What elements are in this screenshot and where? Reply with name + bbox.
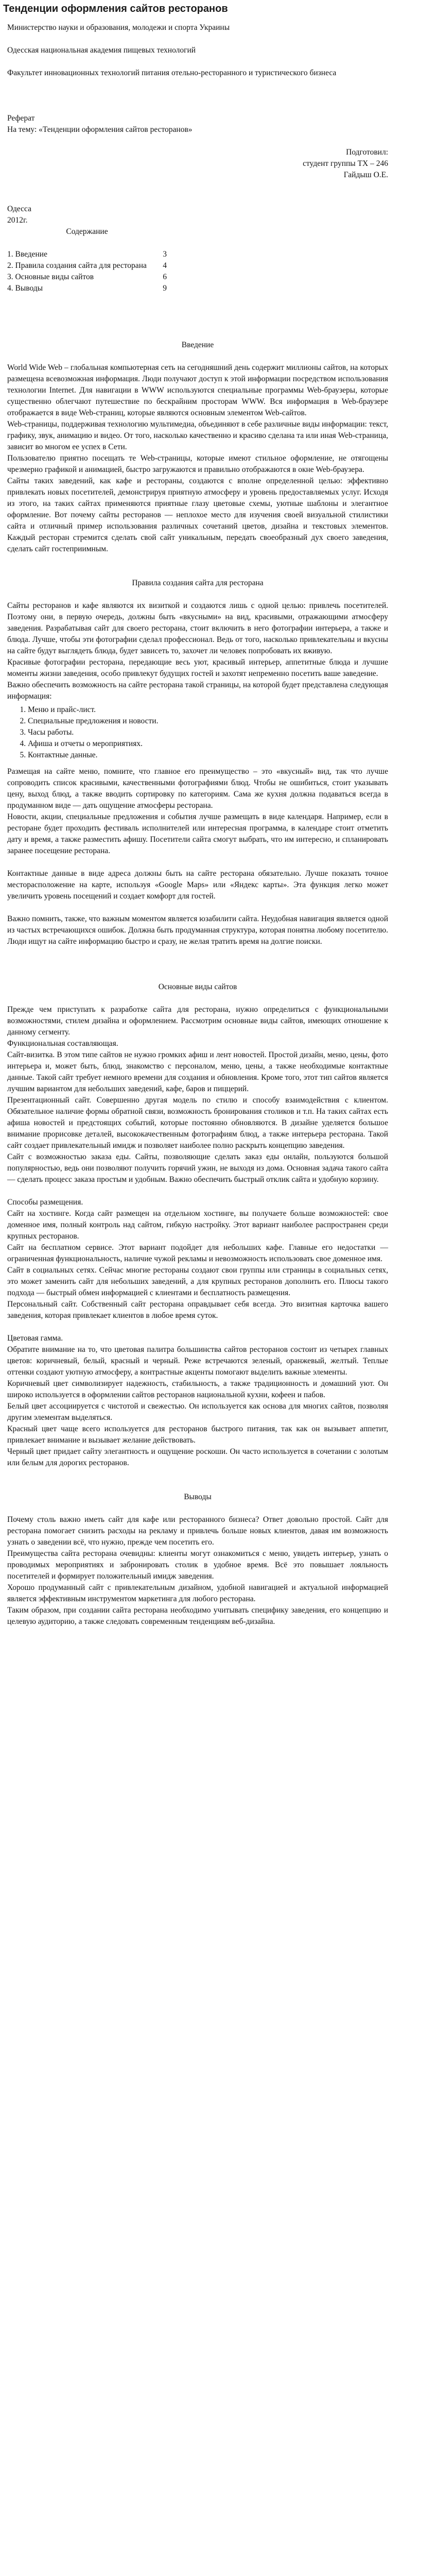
page-title: Тенденции оформления сайтов ресторанов [3,3,228,14]
prepared-label: Подготовил: [346,148,388,157]
info-list [7,704,388,761]
types-paragraph: Сайт в социальных сетях. Сейчас многие рестораны создают свои группы или страницы в социальных сетях, это может заменить сайт для небольших заведений, а для крупных ресторанов дополнить его. Плюсы такого подхода — быстрый обмен информацией с клиентами и бесплатность размещения. [7,1266,388,1297]
intro-heading: Введение [181,341,214,349]
conclusions-heading: Выводы [184,1493,212,1501]
types-paragraph: Сайт-визитка. В этом типе сайтов не нужно громких афиш и лент новостей. Простой дизайн, меню, цены, фото интерьера и, может быть, блюд, знакомство с персоналом, меню, цены, а также необходимые контактные данные. Такой сайт требует немного времени для создания и обновления. Кроме того, этот тип сайтов является лучшим вариантом для небольших заведений, кафе, баров и пиццерий. [7,1050,388,1093]
toc-item-page: 6 [163,273,167,281]
types-subheading: Функциональная составляющая. [7,1039,118,1048]
list-item: 4. Афиша и отчеты о мероприятиях. [28,738,388,750]
toc-item-label: 2. Правила создания сайта для ресторана [7,261,147,270]
rules-paragraph: Сайты ресторанов и кафе являются их визиткой и создаются лишь с одной целью: привлечь посетителей. Поэтому они, в первую очередь, должны быть «вкусными» на вид, красивыми, отражающими атмосферу заведения. Разрабатывая сайт для своего ресторана, стоит включить в него фотографии интерьера, а также и блюда. Лучше, чтобы эти фотографии сделал профессионал. Ведь от того, насколько привлекательны и вкусны на сайте будут выглядеть блюда, будет зависеть то, захочет ли человек попробовать их вживую. [7,601,388,655]
intro-paragraph: Web-страницы, поддерживая технологию мультимедиа, объединяют в себе различные виды информации: текст, графику, звук, анимацию и видео. От того, насколько качественно и красиво сделана та или иная Web-страница, зависит во многом ее успех в Сети. [7,420,388,451]
work-type: Реферат [7,114,35,123]
types-paragraph: Персональный сайт. Собственный сайт ресторана оправдывает себя всегда. Это визитная карточка вашего заведения, которая привлекает клиентов в любое время суток. [7,1300,388,1320]
list-item: 5. Контактные данные. [28,750,388,761]
table-of-contents [7,226,167,294]
types-heading: Основные виды сайтов [158,982,237,991]
intro-paragraph: Сайты таких заведений, как кафе и рестораны, создаются с вполне определенной целью: эффективно привлекать новых посетителей, демонстрируя приятную атмосферу и уровень предоставляемых услуг. Исходя из этого, на таких сайтах применяются приятные глазу цветовые схемы, уютные шаблоны и элегантное оформление. Вот почему сайты ресторанов — неплохое место для изучения своей визуальной стилистики сайта и отличный пример использования различных сочетаний цветов, дизайна и текстовых элементов. Каждый ресторан стремится сделать свой сайт уникальным, передать своеобразный дух своего заведения, сделать сайт гостеприимным. [7,477,388,553]
toc-item [7,283,167,294]
intro-paragraph: Пользователю приятно посещать те Web-страницы, которые имеют стильное оформление, не отягощены чрезмерно графикой и анимацией, быстро загружаются и правильно отображаются в окне Web-браузера. [7,454,388,474]
rules-paragraph: Красивые фотографии ресторана, передающие весь уют, красивый интерьер, аппетитные блюда и лучшие моменты жизни заведения, особо привлекут будущих гостей и захотят непременно посетить ваше заведение. [7,658,388,678]
toc-item-label: 4. Выводы [7,284,43,293]
toc-item-page: 4 [163,261,167,270]
types-paragraph: Черный цвет придает сайту элегантность и ощущение роскоши. Он часто используется в сочетании с золотым или белым для дорогих ресторанов. [7,1447,388,1467]
ministry-line: Министерство науки и образования, молодежи и спорта Украины [7,23,230,32]
conclusions-paragraph: Таким образом, при создании сайта ресторана необходимо учитывать специфику заведения, его концепцию и целевую аудиторию, а также следовать современным тенденциям веб-дизайна. [7,1606,388,1626]
author-name: Гайдыш О.Е. [343,171,388,179]
list-item: 3. Часы работы. [28,727,388,738]
list-item: 1. Меню и прайс-лист. [28,704,388,716]
city-line: Одесса [7,205,31,213]
rules-paragraph: Размещая на сайте меню, помните, что главное его преимущество – это «вкусный» вид, так что лучше сопроводить список красивыми, качественными фотографиями блюд. Чтобы не ошибиться, стоит указывать цену, выход блюд, а также вводить сортировку по категориям. Сама же кухня должна подаваться всегда в продуманном виде — дать ощущение атмосферы ресторана. [7,767,388,810]
types-paragraph: Красный цвет чаще всего используется для ресторанов быстрого питания, так как он вызывает аппетит, привлекает внимание и вызывает желание действовать. [7,1425,388,1445]
conclusions-paragraph: Хорошо продуманный сайт с привлекательным дизайном, удобной навигацией и актуальной информацией является эффективным инструментом маркетинга для любого ресторана. [7,1583,388,1603]
types-paragraph: Белый цвет ассоциируется с чистотой и свежестью. Он используется как основа для многих сайтов, позволяя другим элементам выделяться. [7,1402,388,1422]
types-paragraph: Коричневый цвет символизирует надежность, стабильность, а также традиционность и домашний уют. Он широко используется в оформлении сайтов ресторанов национальной кухни, кофеен и пабов. [7,1379,388,1399]
toc-item [7,272,167,283]
types-paragraph: Прежде чем приступать к разработке сайта для ресторана, нужно определиться с функциональными возможностями, стилем дизайна и оформлением. Рассмотрим основные виды сайтов, имеющих отношение к данному сегменту. [7,1005,388,1037]
types-paragraph: Сайт на хостинге. Когда сайт размещен на отдельном хостинге, вы получаете больше возможностей: свое доменное имя, полный контроль над сайтом, гибкую настройку. Этот вариант наиболее распространен среди крупных ресторанов. [7,1209,388,1241]
types-paragraph: Презентационный сайт. Совершенно другая модель по стилю и способу взаимодействия с клиентом. Обязательное наличие формы обратной связи, возможность бронирования столиков и т.п. На таких сайтах есть афиша новостей и предстоящих событий, которые постоянно обновляются. В дизайне уделяется большое внимание прорисовке деталей, высококачественным фотографиям блюд, а также интерьера ресторана. Такой сайт создает привлекательный имидж и позволяет наиболее полно раскрыть концепцию заведения. [7,1096,388,1150]
list-item: 2. Специальные предложения и новости. [28,716,388,727]
rules-paragraph: Новости, акции, специальные предложения и события лучше размещать в виде календаря. Например, если в ресторане будет проходить фестиваль исполнителей или интересная программа, в календаре стоит отметить дату и время, а также разместить афишу. Посетители сайта смогут выбрать, что им интересно, и спланировать заранее посещение ресторана. [7,812,388,855]
faculty-line: Факультет инновационных технологий питания отельно-ресторанного и туристического бизнеса [7,69,337,77]
toc-item [7,260,167,272]
conclusions-paragraph: Преимущества сайта ресторана очевидны: клиенты могут ознакомиться с меню, увидеть интерьер, узнать о проводимых мероприятиях и забронировать столик в удобное время. Всё это повышает лояльность посетителей и формирует положительный имидж заведения. [7,1549,388,1581]
toc-item-page: 9 [163,284,167,293]
academy-line: Одесская национальная академия пищевых технологий [7,46,196,55]
rules-paragraph: Контактные данные в виде адреса должны быть на сайте ресторана обязательно. Лучше показать точное месторасположение на карте, используя «Google Maps» или «Яндекс карты». Эта функция легко может увеличить уровень посещений и создает комфорт для гостей. [7,869,388,901]
rules-paragraph: Важно помнить, также, что важным моментом является юзабилити сайта. Неудобная навигация является одной из частых встречающихся ошибок. Должна быть продуманная структура, которая понятна любому посетителю. Люди ищут на сайте информацию быстро и сразу, не желая тратить время на долгие поиски. [7,914,388,946]
types-subheading: Способы размещения. [7,1198,83,1207]
toc-item-label: 1. Введение [7,250,47,259]
student-group: студент группы ТХ – 246 [303,159,388,168]
rules-paragraph: Важно обеспечить возможность на сайте ресторана такой страницы, на которой будет представлена следующая информация: [7,681,388,701]
conclusions-paragraph: Почему столь важно иметь сайт для кафе или ресторанного бизнеса? Ответ довольно простой. Сайт для ресторана помогает снизить расходы на рекламу и привлечь больше новых клиентов, давая им возможность узнать о заведении всё, что нужно, прежде чем посетить его. [7,1515,388,1547]
types-paragraph: Сайт на бесплатном сервисе. Этот вариант подойдет для небольших кафе. Главные его недостатки — ограниченная функциональность, наличие чужой рекламы и невозможность использовать свое доменное имя. [7,1243,388,1263]
topic-line: На тему: «Тенденции оформления сайтов ресторанов» [7,125,193,134]
toc-heading: Содержание [66,227,108,236]
types-subheading: Цветовая гамма. [7,1334,63,1343]
toc-item-page: 3 [163,250,167,259]
types-paragraph: Обратите внимание на то, что цветовая палитра большинства сайтов ресторанов состоит из четырех главных цветов: коричневый, белый, красный и черный. Реже встречаются зеленый, оранжевый, желтый. Теплые оттенки создают уютную атмосферу, а контрастные акценты помогают выделить важные элементы. [7,1345,388,1377]
paper-body [7,22,388,1628]
year-line: 2012г. [7,216,28,225]
intro-paragraph: World Wide Web – глобальная компьютерная сеть на сегодняшний день содержит миллионы сайтов, на которых размещена всевозможная информация. Люди получают доступ к этой информации посредством использования технологии Internet. Для навигации в WWW используются специальные программы Web-браузеры, которые существенно облегчают путешествие по бескрайним просторам WWW. Вся информация в Web-браузере отображается в виде Web-страниц, которые являются основным элементом Web-сайтов. [7,363,388,417]
toc-item-label: 3. Основные виды сайтов [7,273,94,281]
types-paragraph: Сайт с возможностью заказа еды. Сайты, позволяющие сделать заказ еды онлайн, пользуются большой популярностью, ведь они позволяют получить горячий ужин, не выходя из дома. Основная задача такого сайта — сделать процесс заказа простым и удобным. Важно обеспечить быстрый отклик сайта и удобную корзину. [7,1153,388,1184]
rules-heading: Правила создания сайта для ресторана [132,579,264,587]
toc-item [7,249,167,260]
